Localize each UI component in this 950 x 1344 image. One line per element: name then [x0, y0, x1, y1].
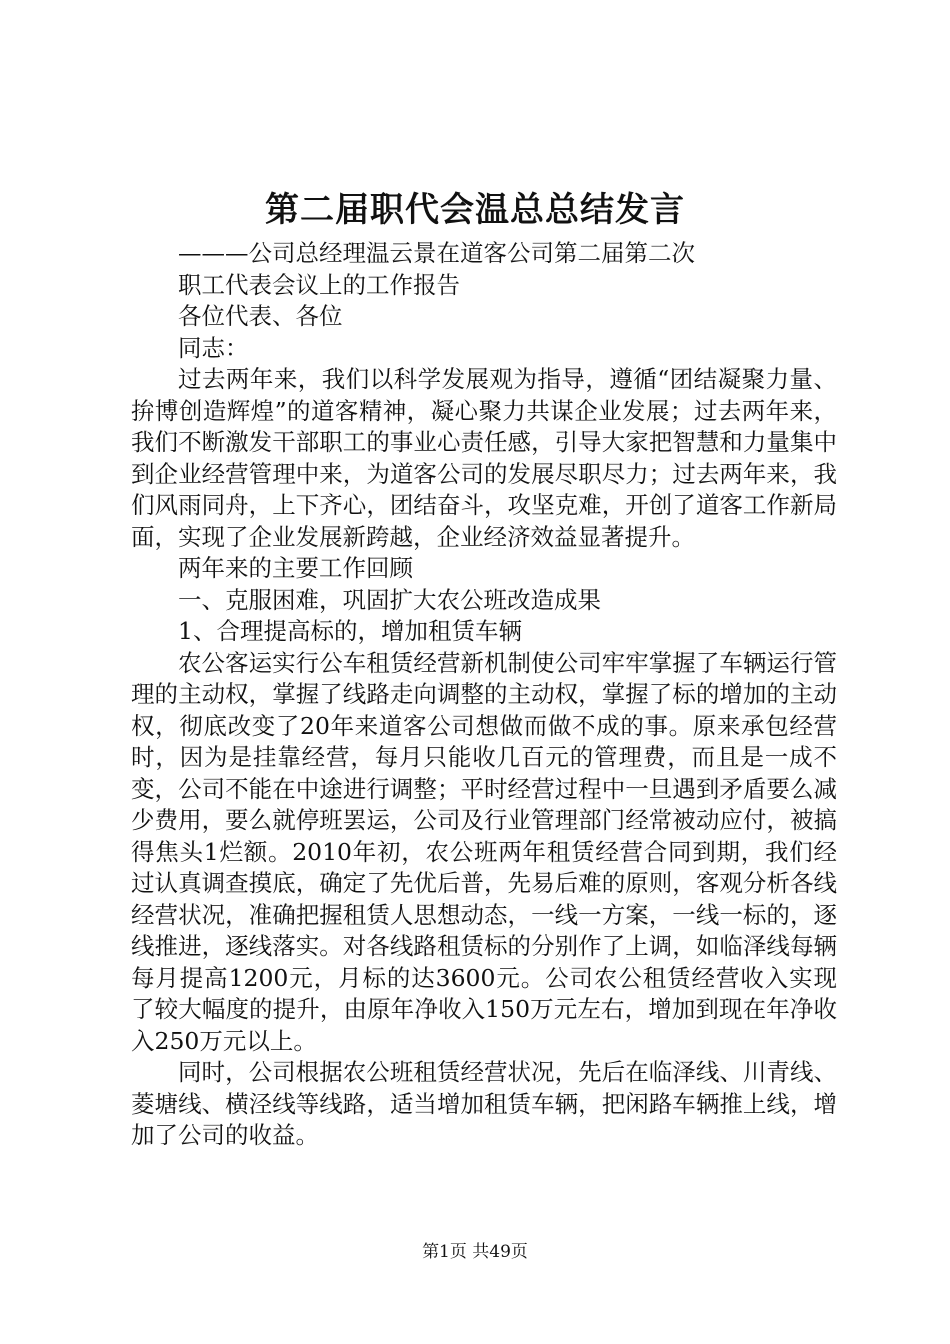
- salutation-line-1: 各位代表、各位: [178, 302, 343, 330]
- page-footer: 第1页 共49页: [422, 1242, 528, 1262]
- document-body: [131, 238, 837, 1152]
- subtitle-line-2: 职工代表会议上的工作报告: [178, 270, 460, 299]
- salutation-line-2: 同志：: [178, 333, 249, 362]
- body-paragraph-2: 同时，公司根据农公班租赁经营状况，先后在临泽线、川青线、菱塘线、横泾线等线路，适当增加租赁车辆，把闲路车辆推上线，增加了公司的收益。: [131, 1058, 837, 1149]
- document-title: 第二届职代会温总总结发言: [265, 190, 685, 230]
- heading-review: 两年来的主要工作回顾: [178, 554, 413, 582]
- body-paragraph-1: 农公客运实行公车租赁经营新机制使公司牢牢掌握了车辆运行管理的主动权，掌握了线路走向调整的主动权，掌握了标的增加的主动权，彻底改变了20年来道客公司想做而做不成的事。原来承包经营时，因为是挂靠经营，每月只能收几百元的管理费，而且是一成不变，公司不能在中途进行调整；平时经营过程中一旦遇到矛盾要么减少费用，要么就停班罢运，公司及行业管理部门经常被动应付，被搞得焦头1烂额。2010年初，农公班两年租赁经营合同到期，我们经过认真调查摸底，确定了先优后普，先易后难的原则，客观分析各线经营状况，准确把握租赁人思想动态，一线一方案，一线一标的，逐线推进，逐线落实。对各线路租赁标的分别作了上调，如临泽线每辆每月提高1200元，月标的达3600元。公司农公租赁经营收入实现了较大幅度的提升，由原年净收入150万元左右，增加到现在年净收入250万元以上。: [131, 648, 837, 1055]
- heading-item-1: 1、合理提高标的，增加租赁车辆: [178, 617, 522, 645]
- intro-paragraph: 过去两年来，我们以科学发展观为指导，遵循“团结凝聚力量、拚博创造辉煌”的道客精神，凝心聚力共谋企业发展；过去两年来，我们不断激发干部职工的事业心责任感，引导大家把智慧和力量集中到企业经营管理中来，为道客公司的发展尽职尽力；过去两年来，我们风雨同舟，上下齐心，团结奋斗，攻坚克难，开创了道客工作新局面，实现了企业发展新跨越，企业经济效益显著提升。: [131, 365, 837, 551]
- subtitle-line-1: ———公司总经理温云景在道客公司第二届第二次: [178, 239, 695, 267]
- heading-section-1: 一、克服困难，巩固扩大农公班改造成果: [178, 585, 601, 614]
